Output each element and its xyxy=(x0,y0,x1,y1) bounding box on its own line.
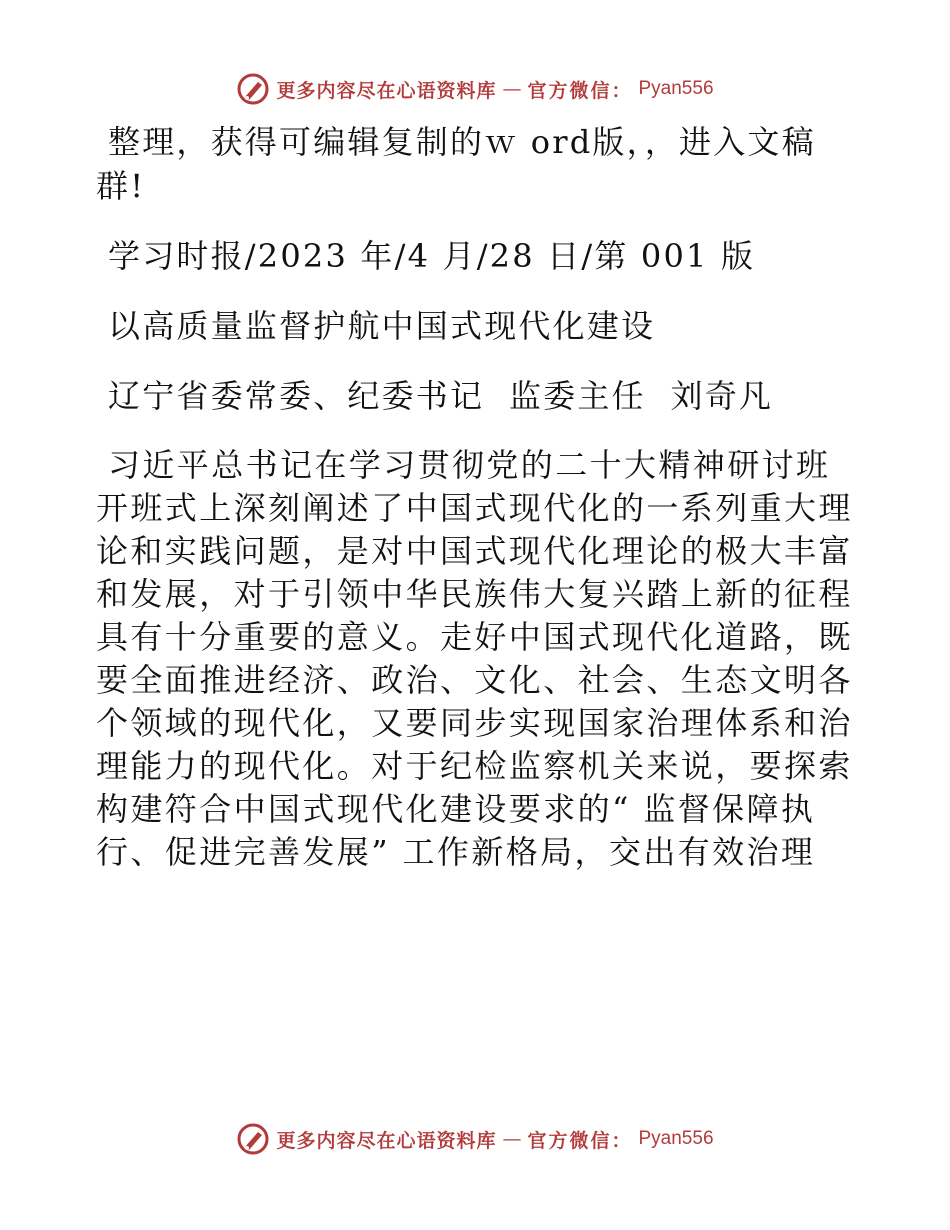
document-content xyxy=(96,120,856,874)
header-brand-text: 更多内容尽在心语资料库 xyxy=(276,79,497,102)
header-wechat-label: 官方微信： xyxy=(527,79,633,102)
footer-separator: — xyxy=(502,1128,522,1150)
article-title: 以高质量监督护航中国式现代化建设 xyxy=(108,307,656,345)
intro-line: 整理，获得可编辑复制的ｗ ord版，，进入文稿群! xyxy=(96,123,816,205)
header-banner xyxy=(0,72,950,106)
pen-logo-icon xyxy=(236,1122,270,1156)
footer-wechat-label: 官方微信： xyxy=(527,1129,633,1152)
footer-wechat-id: Pyan556 xyxy=(638,1128,714,1149)
header-separator: — xyxy=(502,78,522,100)
pen-logo-icon xyxy=(236,72,270,106)
header-wechat-id: Pyan556 xyxy=(638,78,714,99)
article-body: 习近平总书记在学习贯彻党的二十大精神研讨班开班式上深刻阐述了中国式现代化的一系列重大理论和实践问题，是对中国式现代化理论的极大丰富和发展，对于引领中华民族伟大复兴踏上新的征程具有十分重要的意义。走好中国式现代化道路，既要全面推进经济、政治、文化、社会、生态文明各个领域的现代化，又要同步实现国家治理体系和治理能力的现代化。对于纪检监察机关来说，要探索构建符合中国式现代化建设要求的“ 监督保障执行、促进完善发展” 工作新格局，交出有效治理 xyxy=(96,446,853,871)
footer-banner xyxy=(0,1122,950,1156)
source-line: 学习时报/2023 年/4 月/28 日/第 001 版 xyxy=(108,237,756,275)
author-line: 辽宁省委常委、纪委书记 监委主任 刘奇凡 xyxy=(108,377,774,415)
footer-brand-text: 更多内容尽在心语资料库 xyxy=(276,1129,497,1152)
